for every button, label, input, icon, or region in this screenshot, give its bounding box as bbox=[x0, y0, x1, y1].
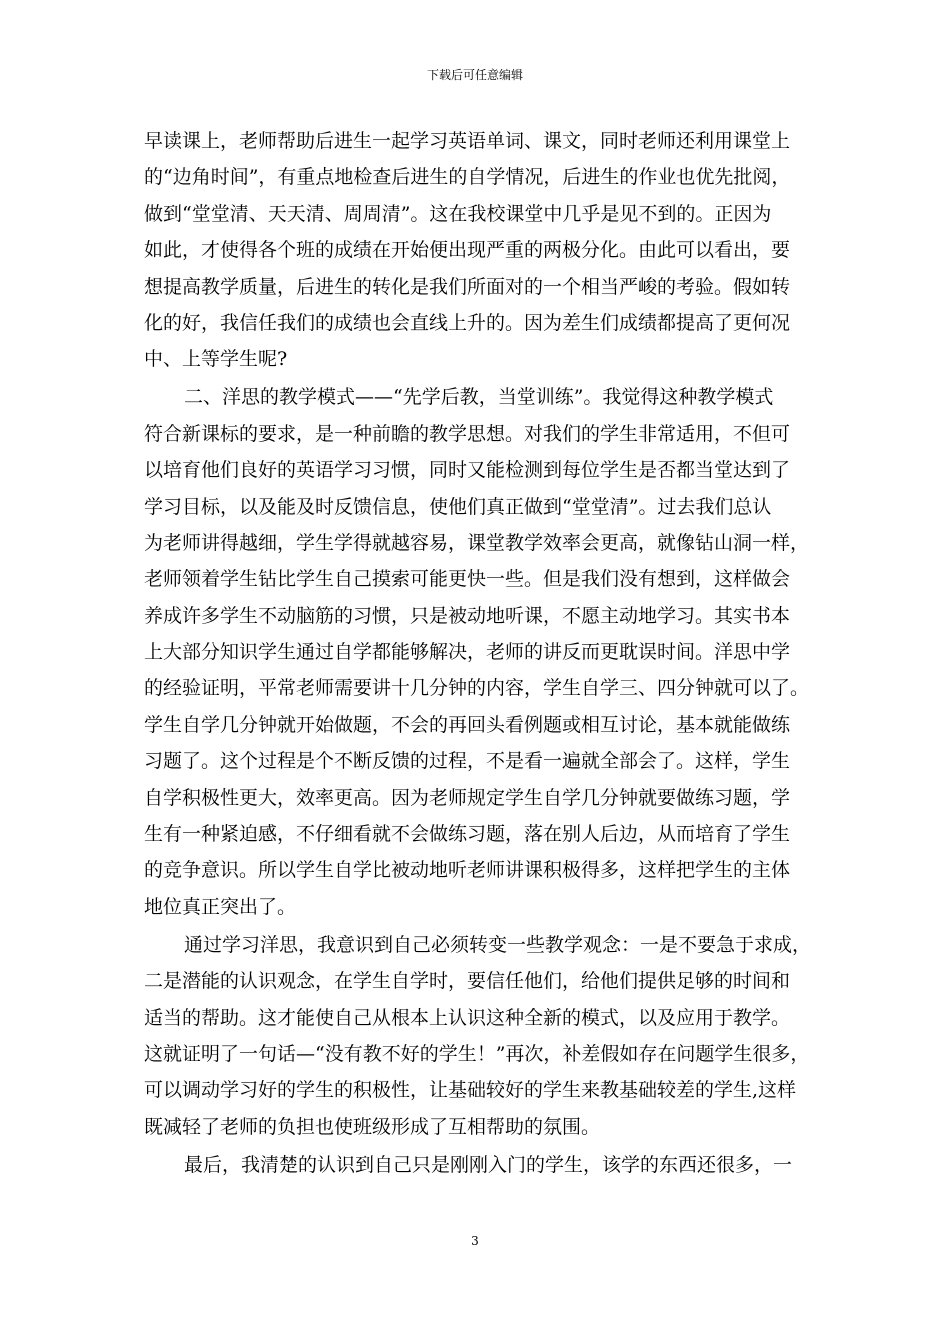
text-line: 既减轻了老师的负担也使班级形成了互相帮助的氛围。 bbox=[144, 1115, 601, 1138]
text-line: 老师领着学生钻比学生自己摸索可能更快一些。但是我们没有想到，这样做会 bbox=[144, 568, 791, 591]
text-line: 学生自学几分钟就开始做题，不会的再回头看例题或相互讨论，基本就能做练 bbox=[144, 713, 791, 736]
text-line: 自学积极性更大，效率更高。因为老师规定学生自学几分钟就要做练习题，学 bbox=[144, 786, 791, 809]
text-line: 习题了。这个过程是个不断反馈的过程，不是看一遍就全部会了。这样，学生 bbox=[144, 750, 791, 773]
text-line: 适当的帮助。这才能使自己从根本上认识这种全新的模式，以及应用于教学。 bbox=[144, 1006, 791, 1029]
text-line: 二是潜能的认识观念，在学生自学时，要信任他们，给他们提供足够的时间和 bbox=[144, 970, 791, 993]
paragraph bbox=[144, 123, 824, 378]
text-line: 想提高教学质量，后进生的转化是我们所面对的一个相当严峻的考验。假如转 bbox=[144, 275, 791, 298]
text-line: 这就证明了一句话—“没有教不好的学生！”再次，补差假如存在问题学生很多， bbox=[144, 1042, 810, 1065]
text-line: 为老师讲得越细，学生学得就越容易，课堂教学效率会更高，就像钻山洞一样， bbox=[144, 531, 810, 554]
text-line: 可以调动学习好的学生的积极性，让基础较好的学生来教基础较差的学生,这样 bbox=[144, 1079, 797, 1102]
text-line: 以培育他们良好的英语学习习惯，同时又能检测到每位学生是否都当堂达到了 bbox=[144, 459, 791, 482]
text-line: 地位真正突出了。 bbox=[144, 895, 297, 918]
text-line: 的竞争意识。所以学生自学比被动地听老师讲课积极得多，这样把学生的主体 bbox=[144, 859, 791, 882]
text-line: 二、洋思的教学模式——“先学后教，当堂训练”。我觉得这种教学模式 bbox=[184, 386, 774, 409]
text-line: 符合新课标的要求，是一种前瞻的教学思想。对我们的学生非常适用，不但可 bbox=[144, 422, 791, 445]
page-number: 3 bbox=[471, 1234, 479, 1248]
text-line: 生有一种紧迫感，不仔细看就不会做练习题，落在别人后边，从而培育了学生 bbox=[144, 823, 791, 846]
text-line: 早读课上，老师帮助后进生一起学习英语单词、课文，同时老师还利用课堂上 bbox=[144, 130, 791, 152]
text-line: 如此，才使得各个班的成绩在开始便出现严重的两极分化。由此可以看出，要 bbox=[144, 239, 791, 262]
text-line: 学习目标，以及能及时反馈信息，使他们真正做到“堂堂清”。过去我们总认 bbox=[144, 495, 772, 518]
text-line: 最后，我清楚的认识到自己只是刚刚入门的学生，该学的东西还很多，一 bbox=[184, 1153, 793, 1176]
paragraph bbox=[144, 379, 824, 925]
text-line: 上大部分知识学生通过自学都能够解决，老师的讲反而更耽误时间。洋思中学 bbox=[144, 641, 791, 664]
paragraph bbox=[144, 927, 824, 1145]
text-line: 化的好，我信任我们的成绩也会直线上升的。因为差生们成绩都提高了更何况 bbox=[144, 311, 791, 334]
text-line: 做到“堂堂清、天天清、周周清”。这在我校课堂中几乎是见不到的。正因为 bbox=[144, 202, 772, 225]
text-line: 的经验证明，平常老师需要讲十几分钟的内容，学生自学三、四分钟就可以了。 bbox=[144, 677, 810, 700]
text-line: 通过学习洋思，我意识到自己必须转变一些教学观念：一是不要急于求成， bbox=[184, 933, 812, 956]
text-line: 养成许多学生不动脑筋的习惯，只是被动地听课，不愿主动地学习。其实书本 bbox=[144, 604, 791, 627]
page-header: 下载后可任意编辑 bbox=[426, 68, 523, 82]
document-body bbox=[144, 123, 824, 1183]
text-line: 的“边角时间”，有重点地检查后进生的自学情况，后进生的作业也优先批阅， bbox=[144, 166, 791, 189]
text-line: 中、上等学生呢? bbox=[144, 348, 288, 371]
paragraph bbox=[144, 1147, 824, 1183]
